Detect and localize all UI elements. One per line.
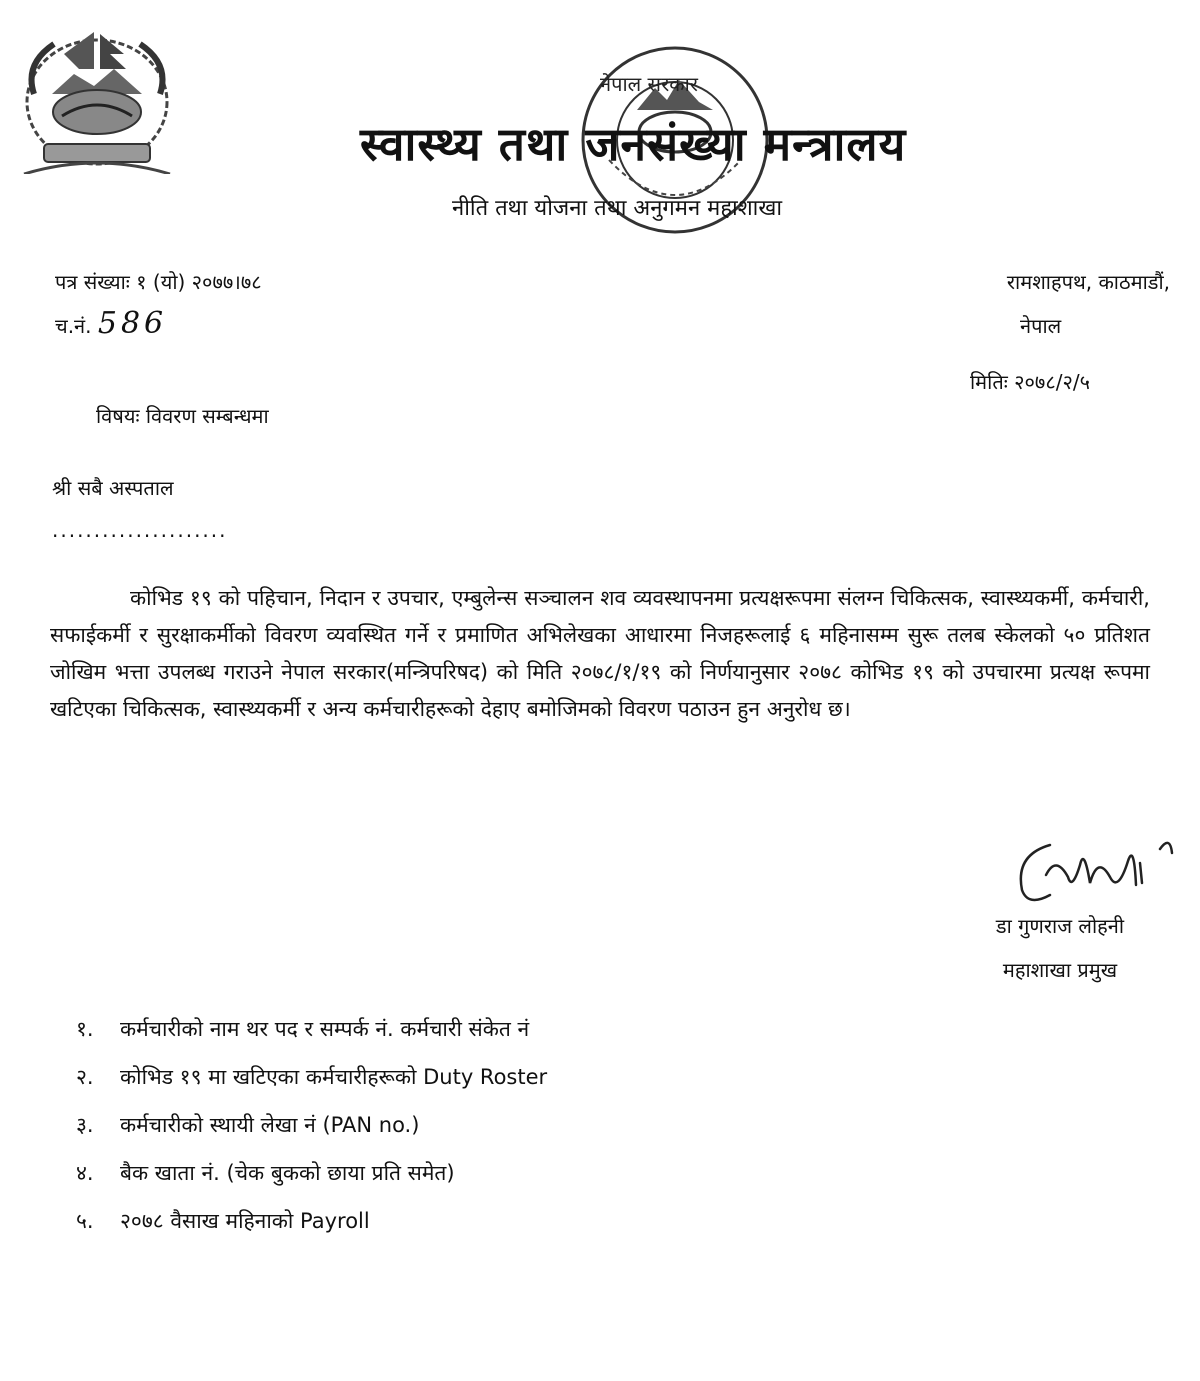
- list-item: २. कोभिड १९ मा खटिएका कर्मचारीहरूको Duty Roster: [76, 1065, 548, 1089]
- chalan-row: [55, 306, 167, 341]
- recipient-name: श्री सबै अस्पताल: [52, 476, 174, 500]
- letter-subject: विषयः विवरण सम्बन्धमा: [96, 404, 269, 428]
- body-paragraph: कोभिड १९ को पहिचान, निदान र उपचार, एम्बुलेन्स सञ्चालन शव व्यवस्थापनमा प्रत्यक्षरूपमा संलग्न चिकित्सक, स्वास्थ्यकर्मी, कर्मचारी, सफाईकर्मी र सुरक्षाकर्मीको विवरण व्यवस्थित गर्ने र प्रमाणित अभिलेखका आधारमा निजहरूलाई ६ महिनासम्म सुरू तलब स्केलको ५० प्रतिशत जोखिम भत्ता उपलब्ध गराउने नेपाल सरकार(मन्त्रिपरिषद) को मिति २०७८/१/१९ को निर्णयानुसार २०७८ कोभिड १९ को उपचारमा प्रत्यक्ष रूपमा खटिएका चिकित्सक, स्वास्थ्यकर्मी र अन्य कर्मचारीहरूको देहाए बमोजिमको विवरण पठाउन हुन अनुरोध छ।: [50, 586, 1150, 721]
- list-item: १. कर्मचारीको नाम थर पद र सम्पर्क नं. कर्मचारी संकेत नं: [76, 1017, 530, 1041]
- letter-body: [50, 580, 1150, 728]
- signatory-name: डा गुणराज लोहनी: [995, 914, 1125, 938]
- letter-date: मितिः २०७८/२/५: [970, 370, 1090, 394]
- chalan-label: च.नं.: [55, 314, 92, 338]
- signatory-title: महाशाखा प्रमुख: [1002, 958, 1118, 982]
- requirements-list: [76, 1005, 547, 1245]
- signature-icon: [1010, 825, 1180, 915]
- office-country: नेपाल: [1020, 314, 1062, 338]
- nepal-emblem-icon: [14, 24, 180, 174]
- ministry-title: स्वास्थ्य तथा जनसंख्या मन्त्रालय: [360, 117, 907, 171]
- office-address: रामशाहपथ, काठमाडौं,: [1006, 270, 1170, 294]
- chalan-number: 586: [97, 306, 168, 341]
- government-name: नेपाल सरकार: [600, 72, 698, 96]
- reference-number: पत्र संख्याः १ (यो) २०७७।७८: [55, 270, 262, 294]
- list-item: ५. २०७८ वैसाख महिनाको Payroll: [76, 1209, 370, 1233]
- list-item: ३. कर्मचारीको स्थायी लेखा नं (PAN no.): [76, 1113, 420, 1137]
- list-item: ४. बैक खाता नं. (चेक बुकको छाया प्रति समेत): [76, 1161, 455, 1185]
- division-name: नीति तथा योजना तथा अनुगमन महाशाखा: [452, 196, 783, 221]
- recipient-dots: .....................: [52, 518, 228, 542]
